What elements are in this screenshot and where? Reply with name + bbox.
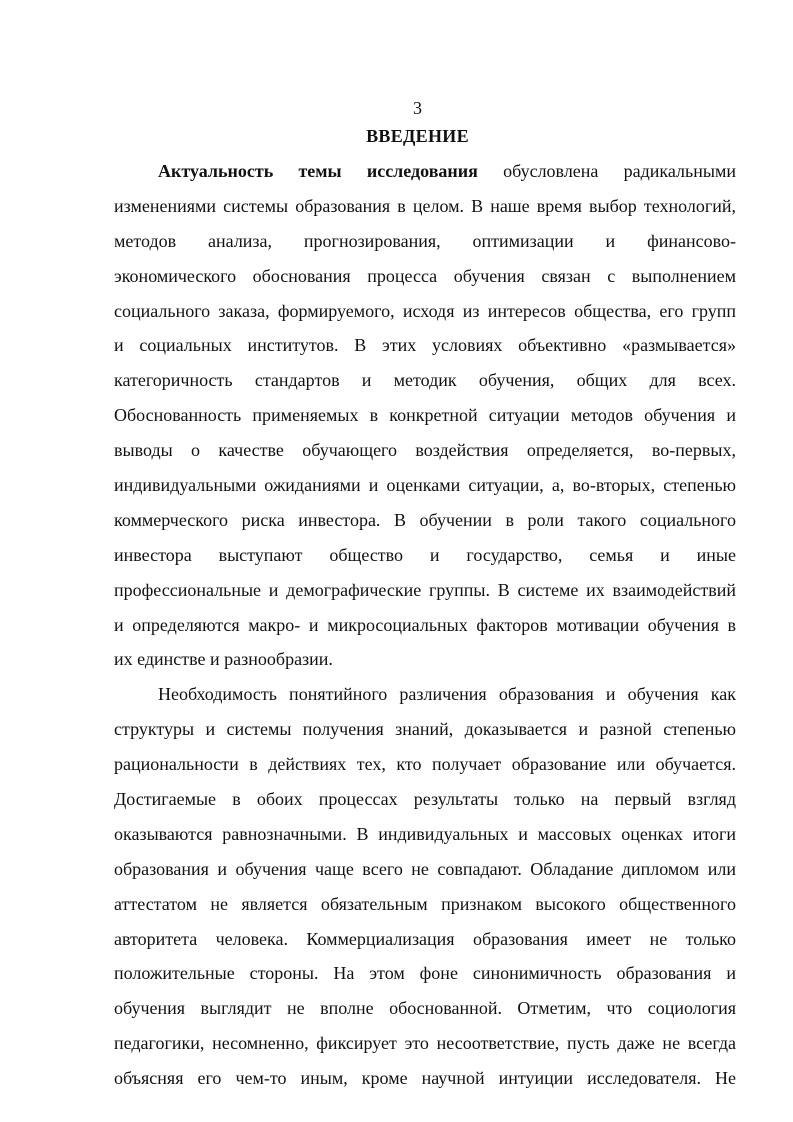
section-heading: ВВЕДЕНИЕ [366,126,469,146]
text-line: аттестатом не является обязательным признаком высокого общественного [114,893,736,914]
text-line: профессиональные и демографические группы. В системе их взаимодействий [114,579,736,600]
text-line: объясняя его чем-то иным, кроме научной интуиции исследователя. Не [114,1068,736,1089]
text-line: Обоснованность применяемых в конкретной ситуации методов обучения и [114,405,736,426]
text-line: экономического обоснования процесса обучения связан с выполнением [114,265,736,286]
text-line: категоричность стандартов и методик обучения, общих для всех. [114,370,736,391]
text-line [114,157,736,192]
text-line: авторитета человека. Коммерциализация образования имеет не только [114,928,736,949]
text-line: методов анализа, прогнозирования, оптимизации и финансово- [114,230,736,251]
text-line: Достигаемые в обоих процессах результаты только на первый взгляд [114,789,736,810]
text-line: рациональности в действиях тех, кто получает образование или обучается. [114,754,736,775]
body-text [114,157,736,1099]
text-line: коммерческого риска инвестора. В обучении в роли такого социального [114,509,736,530]
text-line: и определяются макро- и микросоциальных факторов мотивации обучения в [114,614,736,635]
text-line: оказываются равнозначными. В индивидуальных и массовых оценках итоги [114,823,736,844]
text-line: индивидуальными ожиданиями и оценками ситуации, а, во-вторых, степенью [114,475,736,496]
text-line: социального заказа, формируемого, исходя из интересов общества, его групп [114,300,736,321]
text-line: положительные стороны. На этом фоне синонимичность образования и [114,963,736,984]
text-line: образования и обучения чаще всего не совпадают. Обладание дипломом или [114,858,736,879]
text-line: и социальных институтов. В этих условиях объективно «размывается» [114,335,736,356]
bold-lead-phrase: Актуальность темы исследования [158,161,478,181]
text-line: Необходимость понятийного различения образования и обучения как [158,684,736,705]
text-line: изменениями системы образования в целом. В наше время выбор технологий, [114,195,736,216]
text-line: структуры и системы получения знаний, доказывается и разной степенью [114,719,736,740]
text-line: инвестора выступают общество и государство, семья и иные [114,544,736,565]
text-line: выводы о качестве обучающего воздействия определяется, во-первых, [114,440,736,461]
text-line-rest: обусловлена радикальными [477,161,736,181]
text-line: их единстве и разнообразии. [114,649,333,670]
page-number: 3 [413,98,422,118]
text-line: педагогики, несомненно, фиксирует это несоответствие, пусть даже не всегда [114,1033,736,1054]
text-line: обучения выглядит не вполне обоснованной. Отметим, что социология [114,998,736,1019]
